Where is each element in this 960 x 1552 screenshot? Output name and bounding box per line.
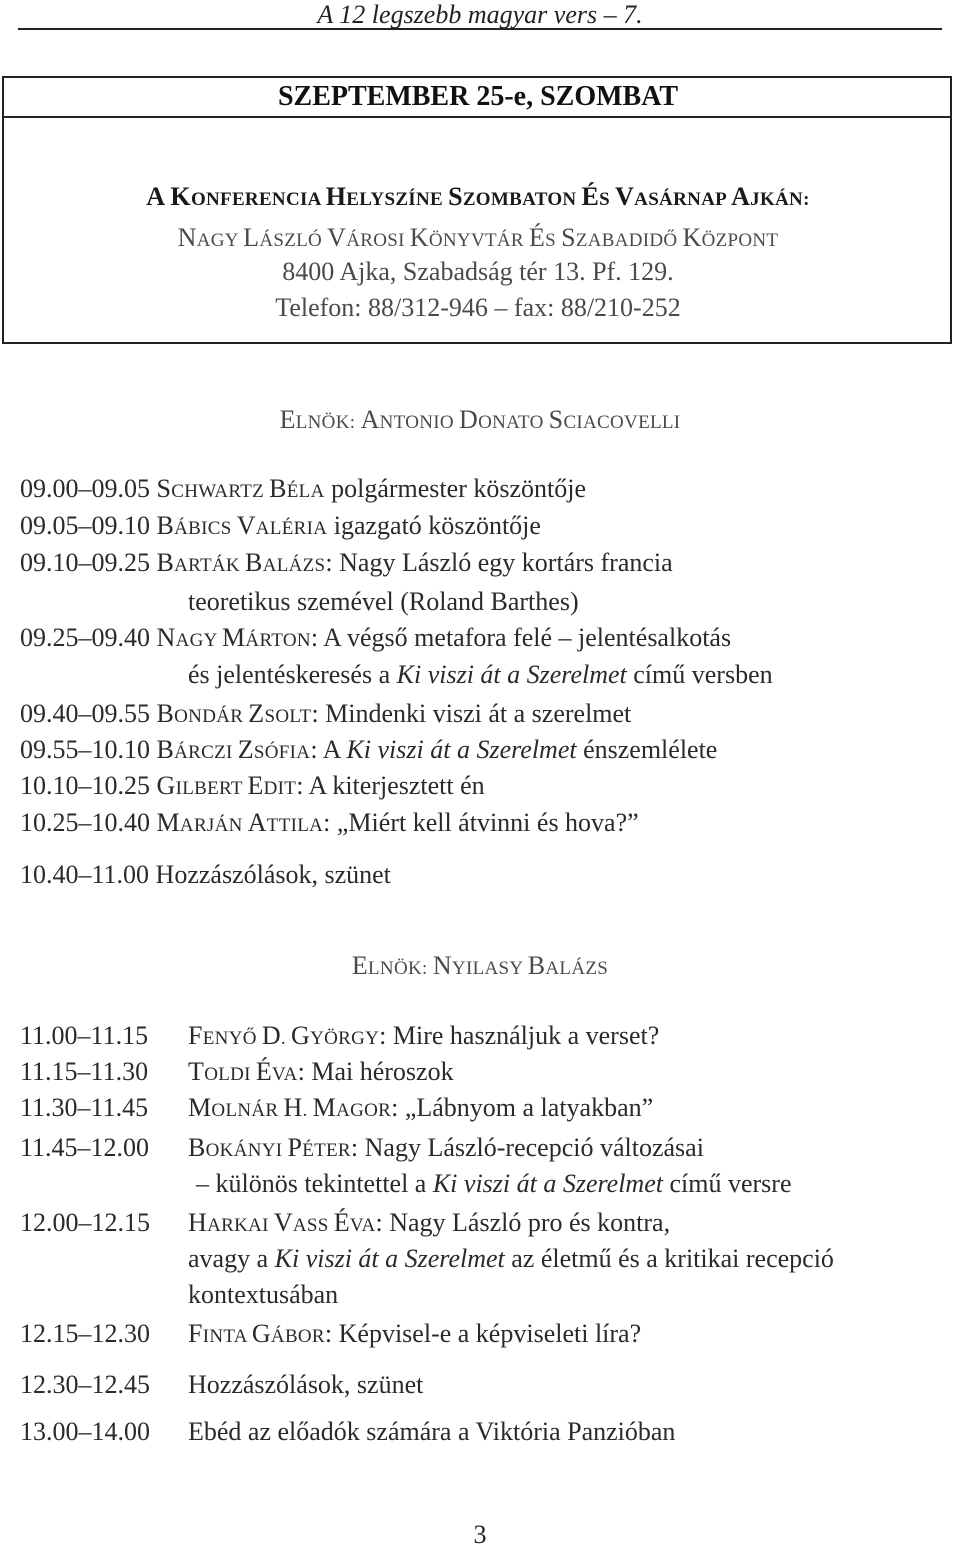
speaker-name: BONDÁR ZSOLT <box>156 699 312 728</box>
entry-title: : Mindenki viszi át a szerelmet <box>311 699 632 728</box>
entry-title: : Mai héroszok <box>297 1057 454 1086</box>
entry-title: Hozzászólások, szünet <box>188 1370 424 1399</box>
entry-time: 09.10–09.25 <box>20 548 150 577</box>
entry-title: – különös tekintettel a <box>196 1169 433 1198</box>
entry-title: teoretikus szemével (Roland Barthes) <box>188 587 579 616</box>
entry-time: 13.00–14.00 <box>20 1417 150 1446</box>
program-entry <box>20 1415 950 1449</box>
entry-time: 09.25–09.40 <box>20 623 150 652</box>
entry-title: és jelentéskeresés a <box>188 660 397 689</box>
program-entry <box>20 1131 950 1168</box>
entry-continuation <box>188 1278 338 1312</box>
entry-title: : Nagy László pro és kontra, <box>375 1208 671 1237</box>
entry-title: polgármester köszöntője <box>331 474 586 503</box>
poem-title: Ki viszi át a Szerelmet <box>274 1244 505 1273</box>
venue-phone: Telefon: 88/312-946 – fax: 88/210-252 <box>275 293 681 322</box>
day-title: SZEPTEMBER 25-e, SZOMBAT <box>277 81 679 112</box>
program-entry <box>20 472 950 509</box>
entry-time: 09.00–09.05 <box>20 474 150 503</box>
program-entry <box>20 1019 950 1056</box>
entry-title: : Nagy László egy kortárs francia <box>325 548 673 577</box>
entry-title: : A <box>310 735 347 764</box>
entry-title: : „Miért kell átvinni és hova?” <box>323 808 639 837</box>
program-entry <box>20 546 950 583</box>
speaker-name: BARTÁK BALÁZS <box>156 548 326 577</box>
program-entry <box>20 1206 950 1243</box>
program-entry <box>20 509 950 546</box>
entry-time: 12.30–12.45 <box>20 1370 150 1399</box>
chair-label: ELNÖK: <box>351 951 428 980</box>
entry-title: avagy a <box>188 1244 275 1273</box>
program-entry <box>20 769 950 806</box>
entry-time: 12.00–12.15 <box>20 1208 150 1237</box>
speaker-name: HARKAI VASS ÉVA <box>188 1208 376 1237</box>
entry-title: énszemlélete <box>576 735 718 764</box>
speaker-name: MOLNÁR H. MAGOR <box>188 1093 392 1122</box>
program-entry <box>20 733 950 770</box>
entry-title: : Nagy László-recepció változásai <box>350 1133 704 1162</box>
chair-name: NYILASY BALÁZS <box>432 951 609 980</box>
venue-address: 8400 Ajka, Szabadság tér 13. Pf. 129. <box>282 257 674 286</box>
program-entry <box>20 697 950 734</box>
session2-chair <box>0 950 960 985</box>
program-entry <box>20 621 950 658</box>
program-entry <box>20 1368 950 1402</box>
speaker-name: FENYŐ D. GYÖRGY <box>188 1021 380 1050</box>
entry-title: : Mire használjuk a verset? <box>379 1021 660 1050</box>
entry-continuation <box>188 585 579 619</box>
entry-time: 12.15–12.30 <box>20 1319 150 1348</box>
entry-title: : A kiterjesztett én <box>296 771 485 800</box>
speaker-name: MARJÁN ATTILA <box>156 808 324 837</box>
venue-name: NAGY LÁSZLÓ VÁROSI KÖNYVTÁR ÉS SZABADIDŐ KÖZPONT <box>177 223 779 252</box>
entry-time: 11.45–12.00 <box>20 1133 150 1162</box>
header-rule <box>18 28 942 30</box>
speaker-name: GILBERT EDIT <box>156 771 297 800</box>
speaker-name: BÁRCZI ZSÓFIA <box>156 735 311 764</box>
speaker-name: BOKÁNYI PÉTER <box>188 1133 351 1162</box>
venue-heading: A KONFERENCIA HELYSZÍNE SZOMBATON ÉS VASÁRNAP AJKÁN: <box>146 182 810 211</box>
entry-time: 09.40–09.55 <box>20 699 150 728</box>
entry-time: 10.40–11.00 <box>20 860 150 889</box>
speaker-name: NAGY MÁRTON <box>156 623 311 652</box>
entry-title: Hozzászólások, szünet <box>155 860 391 889</box>
entry-title: : A végső metafora felé – jelentésalkotás <box>310 623 732 652</box>
program-entry <box>20 858 950 892</box>
entry-time: 11.30–11.45 <box>20 1093 149 1122</box>
page-number: 3 <box>473 1520 487 1549</box>
entry-time: 09.55–10.10 <box>20 735 150 764</box>
entry-continuation <box>188 1242 834 1276</box>
poem-title: Ki viszi át a Szerelmet <box>432 1169 663 1198</box>
speaker-name: BÁBICS VALÉRIA <box>156 511 328 540</box>
entry-title: igazgató köszöntője <box>333 511 541 540</box>
speaker-name: SCHWARTZ BÉLA <box>156 474 325 503</box>
program-entry <box>20 1091 950 1128</box>
entry-time: 09.05–09.10 <box>20 511 150 540</box>
entry-title: : „Lábnyom a latyakban” <box>391 1093 654 1122</box>
poem-title: Ki viszi át a Szerelmet <box>346 735 577 764</box>
speaker-name: TOLDI ÉVA <box>188 1057 298 1086</box>
entry-title: kontextusában <box>188 1280 339 1309</box>
entry-time: 10.10–10.25 <box>20 771 150 800</box>
entry-continuation <box>188 658 773 692</box>
entry-title: című versre <box>662 1169 792 1198</box>
program-entry <box>20 1317 950 1354</box>
poem-title: Ki viszi át a Szerelmet <box>396 660 627 689</box>
session1-chair <box>0 404 960 439</box>
entry-time: 10.25–10.40 <box>20 808 150 837</box>
entry-time: 11.00–11.15 <box>20 1021 149 1050</box>
entry-title: Ebéd az előadók számára a Viktória Panzióban <box>188 1417 676 1446</box>
entry-time: 11.15–11.30 <box>20 1057 149 1086</box>
chair-label: ELNÖK: <box>279 405 356 434</box>
entry-continuation <box>196 1167 792 1201</box>
entry-title: az életmű és a kritikai recepció <box>504 1244 834 1273</box>
program-entry <box>20 806 950 843</box>
chair-name: ANTONIO DONATO SCIACOVELLI <box>360 405 681 434</box>
program-entry <box>20 1055 950 1092</box>
entry-title: című versben <box>626 660 773 689</box>
entry-title: : Képvisel-e a képviseleti líra? <box>324 1319 642 1348</box>
running-head: A 12 legszebb magyar vers – 7. <box>317 0 643 29</box>
speaker-name: FINTA GÁBOR <box>188 1319 325 1348</box>
